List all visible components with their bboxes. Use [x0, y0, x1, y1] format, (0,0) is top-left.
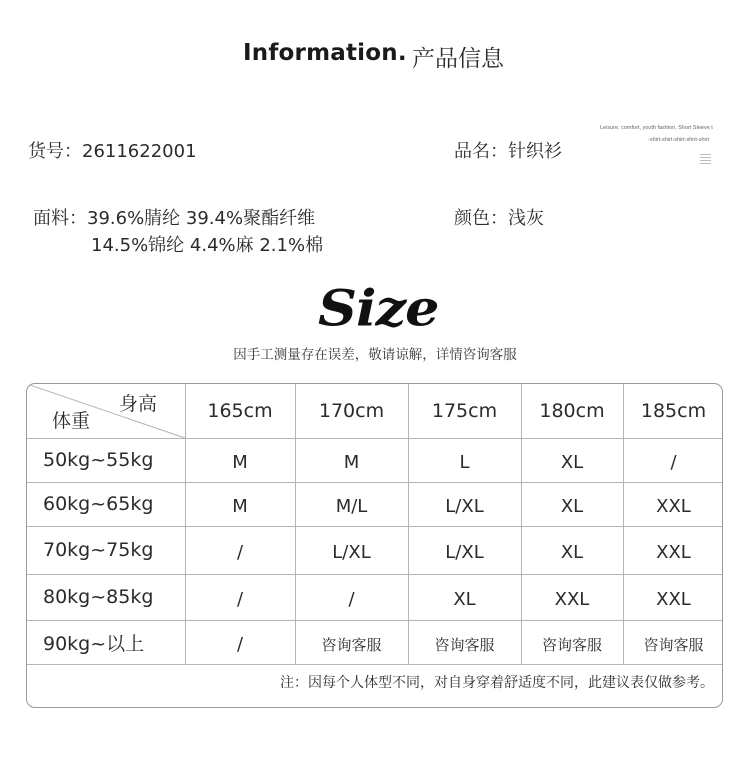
- height-header-cell: 165cm: [207, 400, 273, 422]
- size-logo: Size: [318, 278, 439, 338]
- size-value-cell: /: [236, 633, 244, 655]
- size-value-cell: XXL: [656, 541, 691, 563]
- decorative-caption-line-2: -shirt-shirt-shirt-shirt-shirt: [648, 137, 710, 143]
- item-number: 货号：2611622001: [28, 141, 197, 162]
- height-header-cell: 180cm: [539, 400, 605, 422]
- size-value-cell: XXL: [554, 588, 590, 610]
- size-value-cell: M: [232, 495, 248, 517]
- weight-row-label: 60kg~65kg: [43, 493, 154, 515]
- material-line-1: 面料：39.6%腈纶 39.4%聚酯纤维: [33, 208, 316, 229]
- size-value-cell: 咨询客服: [321, 635, 382, 654]
- height-header-cell: 175cm: [431, 400, 498, 422]
- height-header-cell: 170cm: [318, 400, 385, 422]
- size-value-cell: L: [459, 451, 470, 473]
- size-value-cell: XL: [453, 588, 476, 610]
- decorative-caption-line-1: Leisure, comfort, youth fashion, Short Sleeve t: [600, 125, 713, 131]
- measurement-note: 因手工测量存在误差，敬请谅解，详情咨询客服: [233, 347, 517, 363]
- size-value-cell: /: [348, 588, 355, 610]
- size-value-cell: M: [343, 451, 360, 473]
- weight-row-label: 80kg~85kg: [43, 586, 154, 608]
- page-title-chinese: 产品信息: [412, 46, 504, 72]
- corner-diagonal-line: [27, 384, 187, 440]
- size-value-cell: XXL: [656, 495, 691, 517]
- size-value-cell: /: [236, 588, 244, 610]
- size-value-cell: 咨询客服: [643, 635, 704, 654]
- size-value-cell: XL: [560, 495, 584, 517]
- page-title-english: Information.: [243, 40, 407, 66]
- size-value-cell: M: [232, 451, 248, 473]
- corner-label-height: 身高: [119, 393, 158, 415]
- weight-row-label: 90kg~以上: [43, 632, 145, 655]
- material-line-2: 14.5%锦纶 4.4%麻 2.1%棉: [91, 235, 324, 256]
- size-chart-table: [26, 383, 723, 708]
- corner-label-weight: 体重: [52, 410, 91, 432]
- size-value-cell: XL: [560, 451, 584, 473]
- size-value-cell: /: [670, 451, 677, 473]
- size-value-cell: L/XL: [332, 541, 371, 563]
- size-value-cell: L/XL: [445, 495, 484, 517]
- height-header-cell: 185cm: [640, 400, 707, 422]
- size-value-cell: L/XL: [445, 541, 484, 563]
- product-color: 颜色：浅灰: [454, 208, 544, 229]
- size-value-cell: XXL: [656, 588, 691, 610]
- weight-row-label: 50kg~55kg: [43, 449, 154, 471]
- list-lines-icon: [700, 154, 711, 166]
- product-name: 品名：针织衫: [454, 141, 562, 162]
- size-value-cell: XL: [560, 541, 584, 563]
- size-value-cell: 咨询客服: [434, 635, 495, 654]
- size-value-cell: 咨询客服: [541, 635, 602, 654]
- weight-row-label: 70kg~75kg: [43, 539, 154, 561]
- table-footnote: 注：因每个人体型不同，对自身穿着舒适度不同，此建议表仅做参考。: [280, 675, 714, 691]
- size-value-cell: /: [236, 541, 244, 563]
- size-value-cell: M/L: [335, 495, 368, 517]
